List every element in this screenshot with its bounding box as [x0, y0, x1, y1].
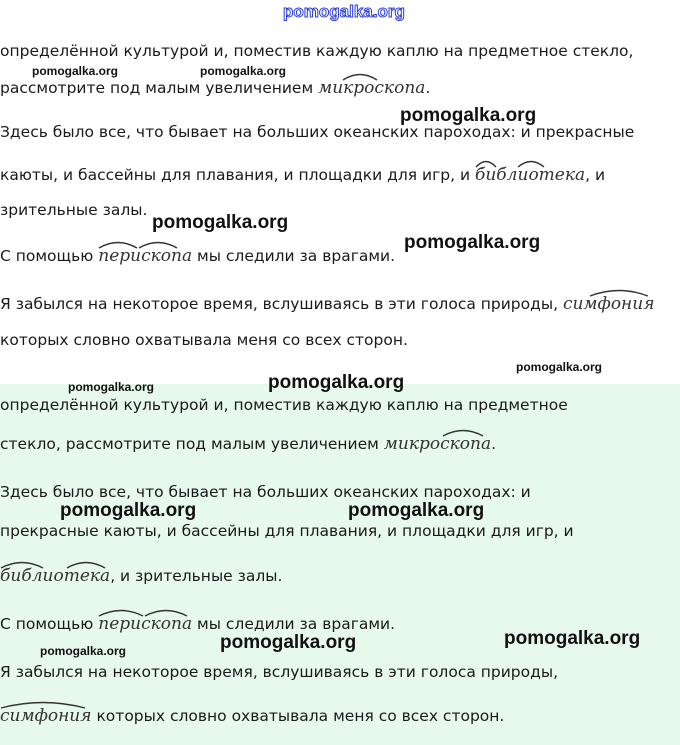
root-arc-icon: [138, 239, 178, 249]
top-line-4: каюты, и бассейны для плавания, и площадки для игр, и библиотека, и: [0, 165, 605, 185]
watermark: pomogalka.org: [283, 2, 405, 21]
top-line-8: которых словно охватывала меня со всех сторон.: [0, 331, 408, 349]
bottom-line-4: прекрасные каюты, и бассейны для плавания, и площадки для игр, и: [0, 522, 574, 540]
root-arc-icon: [589, 287, 649, 297]
root-arc-icon: [144, 607, 188, 617]
bottom-line-5: библиотека, и зрительные залы.: [0, 566, 282, 586]
top-line-2: рассмотрите под малым увеличением микроскопа.: [0, 78, 430, 98]
word-biblioteka: библиотека: [0, 566, 110, 586]
root-arc-icon: [98, 239, 138, 249]
word-periskopa: перископа: [98, 614, 192, 634]
top-line-3: Здесь было все, что бывает на больших океанских пароходах: и прекрасные: [0, 123, 635, 141]
root-arc-icon: [0, 699, 86, 709]
root-arc-icon: [342, 71, 378, 81]
watermark: pomogalka.org: [400, 105, 537, 126]
top-line-5: зрительные залы.: [0, 201, 148, 219]
watermark: pomogalka.org: [348, 500, 485, 521]
word-mikroskopa: микроскопа: [318, 78, 425, 98]
root-arc-icon: [442, 427, 484, 437]
top-line-6: С помощью перископа мы следили за врагами.: [0, 246, 395, 266]
watermark: pomogalka.org: [504, 628, 641, 649]
top-line-7: Я забылся на некоторое время, вслушиваясь в эти голоса природы, симфония: [0, 294, 654, 314]
watermark: pomogalka.org: [152, 212, 289, 233]
root-arc-icon: [475, 158, 497, 168]
watermark: pomogalka.org: [32, 64, 119, 78]
watermark: pomogalka.org: [60, 500, 197, 521]
word-mikroskopa: микроскопа: [384, 434, 491, 454]
watermark: pomogalka.org: [200, 64, 287, 78]
root-arc-icon: [0, 559, 44, 569]
watermark: pomogalka.org: [404, 232, 541, 253]
root-arc-icon: [517, 158, 545, 168]
watermark: pomogalka.org: [268, 372, 405, 393]
bottom-line-3: Здесь было все, что бывает на больших океанских пароходах: и: [0, 483, 531, 501]
watermark: pomogalka.org: [220, 632, 357, 653]
bottom-line-1: определённой культурой и, поместив каждую каплю на предметное: [0, 396, 568, 414]
root-arc-icon: [98, 607, 144, 617]
word-biblioteka: библиотека: [475, 165, 585, 185]
bottom-line-6: С помощью перископа мы следили за врагами.: [0, 614, 395, 634]
root-arc-icon: [66, 559, 106, 569]
watermark: pomogalka.org: [40, 644, 127, 658]
bottom-line-8: симфония которых словно охватывала меня со всех сторон.: [0, 706, 504, 726]
watermark: pomogalka.org: [516, 360, 603, 374]
bottom-line-2: стекло, рассмотрите под малым увеличением микроскопа.: [0, 434, 496, 454]
bottom-line-7: Я забылся на некоторое время, вслушиваясь в эти голоса природы,: [0, 663, 559, 681]
word-periskopa: перископа: [98, 246, 192, 266]
word-simfoniya: симфония: [0, 706, 92, 726]
watermark: pomogalka.org: [68, 380, 155, 394]
word-simfoniya: симфония: [563, 294, 655, 314]
top-line-1: определённой культурой и, поместив каждую каплю на предметное стекло,: [0, 42, 634, 60]
